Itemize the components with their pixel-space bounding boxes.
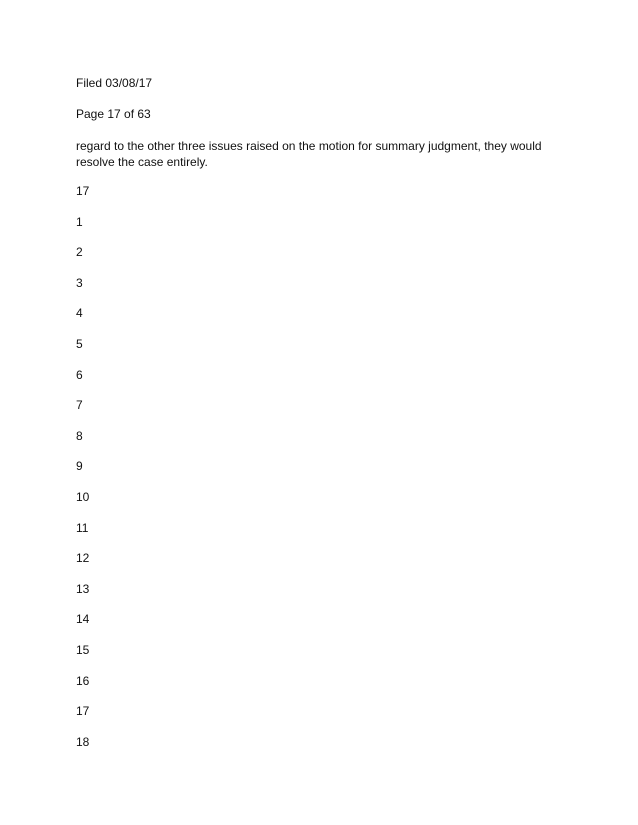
body-paragraph: regard to the other three issues raised on the motion for summary judgment, they would resolve the case entirely. <box>76 139 542 169</box>
line-number: 18 <box>76 734 90 749</box>
filed-date: Filed 03/08/17 <box>76 76 153 90</box>
line-number: 11 <box>76 520 89 535</box>
line-number: 15 <box>76 642 90 657</box>
line-number: 6 <box>76 367 83 382</box>
line-number: 8 <box>76 428 83 443</box>
line-number: 9 <box>76 459 83 474</box>
line-number: 17 <box>76 704 90 719</box>
line-number: 3 <box>76 275 83 290</box>
line-number-list <box>76 184 89 765</box>
line-number: 10 <box>76 489 90 504</box>
page-indicator: Page 17 of 63 <box>76 107 151 121</box>
line-number: 4 <box>76 306 83 321</box>
line-number: 17 <box>76 184 90 198</box>
line-number: 16 <box>76 673 90 688</box>
line-number: 14 <box>76 612 90 627</box>
line-number: 7 <box>76 398 83 413</box>
line-number: 2 <box>76 245 83 260</box>
line-number: 5 <box>76 336 83 351</box>
line-number: 12 <box>76 551 90 566</box>
line-number: 13 <box>76 581 90 596</box>
line-number: 1 <box>76 214 83 229</box>
